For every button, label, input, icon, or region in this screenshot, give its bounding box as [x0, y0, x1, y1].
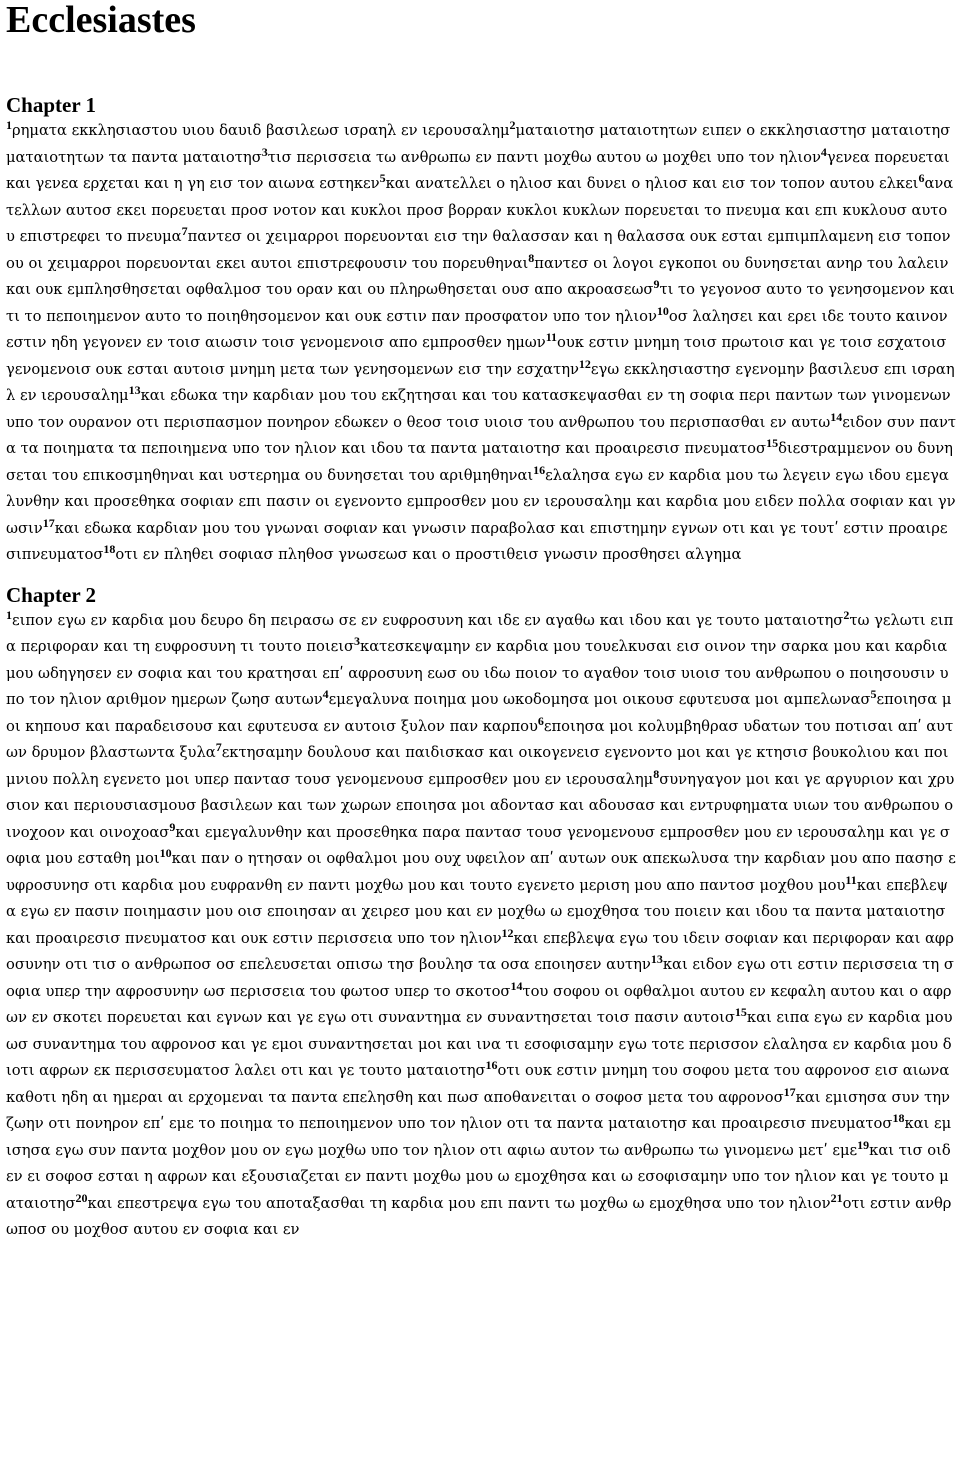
verse-text: τι το γεγονοσ αυτο το γενησομενον και τι το πεποιημενον αυτο το ποιηθησομενον και ουκ εστιν παν προσφατον υπο τον ηλιον	[6, 281, 955, 325]
verse-number: 20	[75, 1190, 88, 1205]
verse-number: 1	[6, 607, 12, 622]
verse-text: του σοφου οι οφθαλμοι αυτου εν κεφαλη αυτου και ο αφρων εν σκοτει πορευεται και εγνων και γε εγω οτι συναντημα εν συναντησεται τοισ πασιν αυτοισ	[6, 982, 952, 1026]
verse-number: 6	[918, 171, 925, 186]
verse-text: παντεσ οι λογοι εγκοποι ου δυνησεται ανηρ του λαλειν και ουκ εμπλησθησεται οφθαλμοσ του οραν και ου πληρωθησεται ουσ απο ακροασεωσ	[6, 254, 949, 298]
verse-text: και επεβλεψα εγω του ιδειν σοφιαν και περιφοραν και αφροσυνην οτι τισ ο ανθρωποσ οσ επελευσεται οπισω τησ βουλησ τα οσα εποιησεν αυτην	[6, 929, 954, 973]
verse-number: 8	[653, 766, 660, 781]
verse-number: 16	[485, 1058, 498, 1073]
chapter-heading: Chapter 1	[6, 93, 97, 117]
verse-number: 9	[169, 819, 176, 834]
verse-text: και ειδον εγω οτι εστιν περισσεια τη σοφια υπερ την αφροσυνην ωσ περισσεια του φωτοσ υπερ το σκοτοσ	[6, 956, 954, 1000]
verse-text: κατεσκεψαμην εν καρδια μου τουελκυσαι εισ οινον την σαρκα μου και καρδια μου ωδηγησεν εν σοφια και του κρατησαι επʹ αφροσυνη εωσ ου ιδω ποιον το αγαθον τοισ υιοισ του ανθρωπου ο ποιησουσιν υπο τον ηλιον αριθμον ημερων ζωησ αυτων	[6, 638, 949, 708]
verse-text: διεστραμμενον ου δυνησεται του επικοσμηθηναι και υστερημα ου δυνησεται του αριθμηθηναι	[6, 440, 953, 484]
verse-number: 8	[528, 250, 535, 265]
verse-text: και ειπα εγω εν καρδια μου ωσ συναντημα του αφρονοσ και γε εμοι συναντησεται μοι και ινα τι εσοφισαμην εγω τοτε περισσον ελαλησα εν καρδια μου διοτι αφρων εκ περισσευματοσ λαλει οτι και γε τουτο ματαιοτησ	[6, 1009, 953, 1079]
verse-text: οτι εν πληθει σοφιασ πληθοσ γνωσεωσ και ο προστιθεισ γνωσιν προσθησει αλγημα	[115, 546, 742, 563]
verse-text: ειπον εγω εν καρδια μου δευρο δη πειρασω σε εν ευφροσυνη και ιδε εν αγαθω και ιδου και γε τουτο ματαιοτησ	[12, 611, 844, 629]
verse-number: 11	[845, 872, 857, 887]
chapter-section	[6, 93, 956, 569]
verse-number: 16	[533, 462, 546, 477]
verse-text: οτι εστιν ανθρωποσ ου μοχθοσ αυτου εν σοφια και εν	[6, 1194, 952, 1238]
verse-text: και εμισησα συν την ζωην οτι πονηρον επʹ εμε το ποιημα το πεποιημενον υπο τον ηλιον οτι τα παντα ματαιοτησ και προαιρεσισ πνευματοσ	[6, 1088, 950, 1132]
chapters-container	[6, 93, 956, 1244]
verse-number: 9	[653, 277, 660, 292]
verse-number: 5	[870, 687, 877, 702]
verse-text: και επεβλεψα εγω εν πασιν ποιημασιν μου οισ εποιησαν αι χειρεσ μου και εν μοχθω ω εμοχθησα του ποιειν και ιδου τα παντα ματαιοτησ και προαιρεσισ πνευματοσ και ουκ εστιν περισσεια υπο τον ηλιον	[6, 876, 949, 947]
verse-text: ρηματα εκκλησιαστου υιου δαυιδ βασιλεωσ ισραηλ εν ιερουσαλημ	[12, 122, 510, 139]
verse-number: 4	[820, 144, 827, 159]
verse-number: 17	[42, 515, 55, 530]
verse-text: ελαλησα εγω εν καρδια μου τω λεγειν εγω ιδου εμεγαλυνθην και προσεθηκα σοφιαν επι πασιν οι εγενοντο εμπροσθεν μου εν ιερουσαλημ και καρδια μου ειδεν πολλα σοφιαν και γνωσιν	[6, 466, 956, 537]
verse-text: τω γελωτι ειπα περιφοραν και τη ευφροσυνη τι τουτο ποιεισ	[6, 611, 954, 655]
verse-text: συνηγαγον μοι και γε αργυριον και χρυσιον και περιουσιασμουσ βασιλεων και των χωρων εποιησα μοι αδοντασ και αδουσασ και εντρυφηματα υιων του ανθρωπου οινοχοον και οινοχοασ	[6, 770, 955, 841]
verse-number: 7	[181, 224, 188, 239]
verse-number: 21	[830, 1190, 843, 1205]
verse-number: 18	[892, 1111, 905, 1126]
verse-text: και τισ οιδεν ει σοφοσ εσται η αφρων και εξουσιαζεται εν παντι μοχθω μου ω εμοχθησα και ω εσοφισαμην υπο τον ηλιον και γε τουτο ματαιοτησ	[6, 1141, 951, 1212]
verse-text: και εδωκα την καρδιαν μου του εκζητησαι και του κατασκεψασθαι εν τη σοφια περι παντων των γινομενων υπο τον ουρανον οτι περισπασμον πονηρον εδωκεν ο θεοσ τοισ υιοισ του ανθρωπου του περισπασθαι εν αυτω	[6, 387, 951, 431]
verse-text: ειδον συν παντα τα ποιηματα τα πεποιημενα υπο τον ηλιον και ιδου τα παντα ματαιοτησ και προαιρεσισ πνευματοσ	[6, 413, 957, 457]
verse-number: 11	[545, 330, 558, 345]
verse-text: τισ περισσεια τω ανθρωπω εν παντι μοχθω αυτου ω μοχθει υπο τον ηλιον	[267, 148, 821, 166]
verse-text: εποιησα μοι κηπουσ και παραδεισουσ και εφυτευσα εν αυτοισ ξυλον παν καρπου	[6, 691, 952, 735]
verse-text: ματαιοτησ ματαιοτητων ειπεν ο εκκλησιαστησ ματαιοτησ ματαιοτητων τα παντα ματαιοτησ	[6, 122, 951, 166]
verse-number: 5	[379, 171, 386, 186]
verse-text: και επεστρεψα εγω του αποταξασθαι τη καρδια μου επι παντι τω μοχθω ω εμοχθησα υπο τον ηλιον	[87, 1194, 831, 1212]
verse-number: 17	[783, 1084, 796, 1099]
verse-text: εκτησαμην δουλουσ και παιδισκασ και οικογενεισ εγενοντο μοι και γε κτησισ βουκολιου και ποιμνιου πολλη εγενετο μοι υπερ παντασ τουσ γενομενουσ εμπροσθεν μου εν ιερουσαλημ	[6, 744, 949, 788]
document-title: Ecclesiastes	[6, 0, 196, 41]
verse-number: 12	[501, 925, 514, 940]
verse-text: γενεα πορευεται και γενεα ερχεται και η γη εισ τον αιωνα εστηκεν	[6, 148, 950, 192]
verse-number: 2	[843, 607, 850, 622]
verse-number: 18	[103, 542, 116, 557]
chapter-text	[6, 118, 956, 569]
verse-text: και εδωκα καρδιαν μου του γνωναι σοφιαν και γνωσιν παραβολασ και επιστημην εγνων οτι και γε τουτʹ εστιν προαιρεσιπνευματοσ	[6, 519, 948, 563]
verse-number: 15	[766, 436, 779, 451]
verse-number: 14	[510, 978, 523, 993]
verse-text: οσ λαλησει και ερει ιδε τουτο καινον εστιν ηδη γεγονεν εν τοισ αιωσιν τοισ γενομενοισ απο εμπροσθεν ημων	[6, 307, 948, 351]
verse-text: εποιησα μοι κολυμβηθρασ υδατων του ποτισαι απʹ αυτων δρυμον βλαστωντα ξυλα	[6, 717, 954, 761]
verse-number: 1	[6, 118, 12, 133]
verse-number: 10	[159, 846, 172, 861]
verse-number: 3	[261, 144, 268, 159]
verse-number: 13	[650, 952, 663, 967]
chapter-heading: Chapter 2	[6, 582, 97, 607]
chapter-section	[6, 583, 956, 1244]
verse-text: και εμεγαλυνθην και προσεθηκα παρα παντασ τουσ γενομενουσ εμπροσθεν μου εν ιερουσαλημ και γε σοφια μου εσταθη μοι	[6, 823, 950, 867]
verse-number: 6	[537, 713, 544, 728]
document-page	[6, 0, 956, 1244]
verse-number: 2	[509, 118, 516, 133]
verse-text: οτι ουκ εστιν μνημη του σοφου μετα του αφρονοσ εισ αιωνα καθοτι ηδη αι ημεραι αι ερχομεναι τα παντα επελησθη και πωσ αποθανειται ο σοφοσ μετα του αφρονοσ	[6, 1062, 950, 1106]
verse-number: 15	[734, 1005, 747, 1020]
verse-text: ουκ εστιν μνημη τοισ πρωτοισ και γε τοισ εσχατοισ γενομενοισ ουκ εσται αυτοισ μνημη μετα των γενησομενων εισ την εσχατην	[6, 334, 947, 378]
verse-number: 10	[656, 303, 669, 318]
verse-text: και εμισησα εγω συν παντα μοχθον μου ον εγω μοχθω υπο τον ηλιον οτι αφιω αυτον τω ανθρωπω τω γινομενω μετʹ εμε	[6, 1115, 952, 1159]
verse-text: εγω εκκλησιαστησ εγενομην βασιλευσ επι ισραηλ εν ιερουσαλημ	[6, 360, 955, 404]
verse-text: εμεγαλυνα ποιημα μου ωκοδομησα μοι οικουσ εφυτευσα μοι αμπελωνασ	[328, 691, 871, 708]
verse-number: 19	[857, 1137, 870, 1152]
verse-text: παντεσ οι χειμαρροι πορευονται εισ την θαλασσαν και η θαλασσα ουκ εσται εμπιμπλαμενη εισ τοπον ου οι χειμαρροι πορευονται εκει αυτοι επιστρεφουσιν του πορευθηναι	[6, 228, 951, 272]
verse-number: 7	[215, 740, 222, 755]
verse-number: 12	[578, 356, 591, 371]
verse-number: 14	[830, 409, 843, 424]
verse-text: ανατελλων αυτοσ εκει πορευεται προσ νοτον και κυκλοι προσ βορραν κυκλοι κυκλων πορευεται το πνευμα και επι κυκλουσ αυτου επιστρεφει το πνευμα	[6, 175, 954, 245]
verse-text: και ανατελλει ο ηλιοσ και δυνει ο ηλιοσ και εισ τον τοπον αυτου ελκει	[385, 175, 919, 192]
verse-number: 13	[128, 383, 141, 398]
verse-number: 4	[322, 687, 329, 702]
chapter-text	[6, 608, 956, 1244]
verse-number: 3	[354, 634, 361, 649]
verse-text: και παν ο ητησαν οι οφθαλμοι μου ουχ υφειλον απʹ αυτων ουκ απεκωλυσα την καρδιαν μου απο πασησ ευφροσυνησ οτι καρδια μου ευφρανθη εν παντι μοχθω μου και τουτο εγενετο μεριση μου απο παντοσ μοχθου μου	[6, 850, 956, 894]
